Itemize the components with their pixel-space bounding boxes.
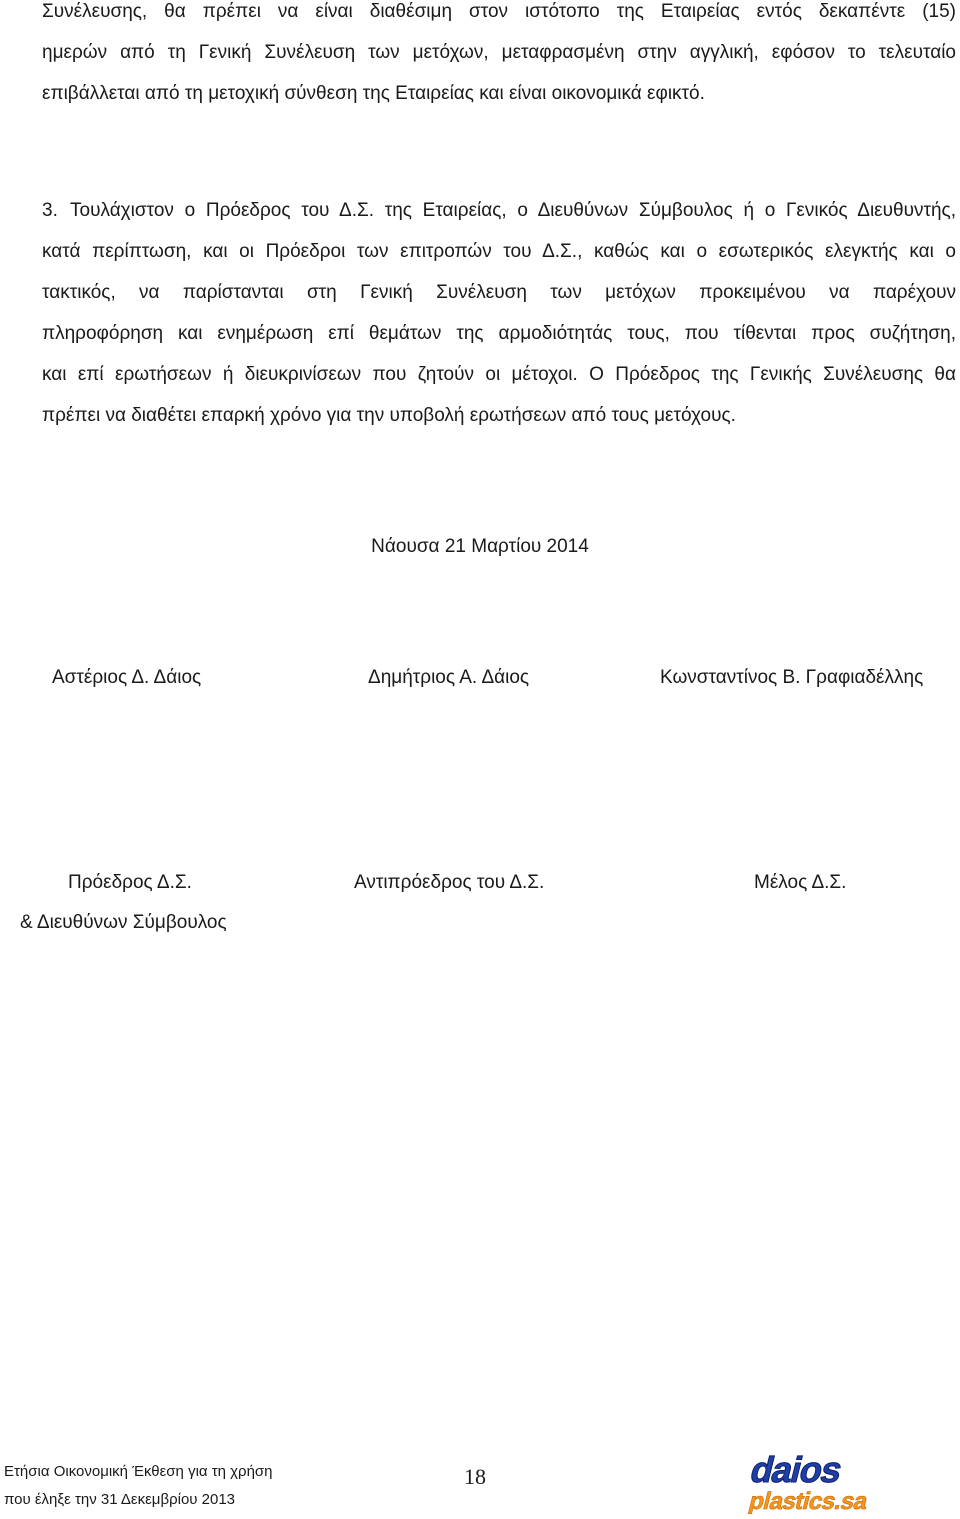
svg-text:plastics.sa: plastics.sa [746,1488,871,1514]
paragraph-line: ημερών από τη Γενική Συνέλευση των μετόχων, μεταφρασμένη στην αγγλική, εφόσον το τελευταίο [42,42,956,63]
signatory-title: Μέλος Δ.Σ. [754,872,847,893]
footer-report-title: Ετήσια Οικονομική Έκθεση για τη χρήση [4,1463,273,1480]
paragraph-line: πληροφόρηση και ενημέρωση επί θεμάτων της αρμοδιότητάς τους, που τίθενται προς συζήτηση, [42,323,956,344]
paragraph-line: πρέπει να διαθέτει επαρκή χρόνο για την υποβολή ερωτήσεων από τους μετόχους. [42,405,736,426]
list-item-number: 3. [42,200,58,221]
signatory-title: Αντιπρόεδρος του Δ.Σ. [354,872,545,893]
svg-text:daios: daios [746,1452,846,1490]
signatory-title: Πρόεδρος Δ.Σ. [68,872,192,893]
paragraph-line: Τουλάχιστον ο Πρόεδρος του Δ.Σ. της Εταιρείας, ο Διευθύνων Σύμβουλος ή ο Γενικός Διευθυντής, [70,200,956,221]
signatory-title-extra: & Διευθύνων Σύμβουλος [20,912,227,933]
paragraph-line: κατά περίπτωση, και οι Πρόεδροι των επιτροπών του Δ.Σ., καθώς και ο εσωτερικός ελεγκτής και ο [42,241,956,262]
footer-report-period: που έληξε την 31 Δεκεμβρίου 2013 [4,1491,236,1508]
paragraph-line: και επί ερωτήσεων ή διευκρινίσεων που ζητούν οι μέτοχοι. Ο Πρόεδρος της Γενικής Συνέλευσης θα [42,364,956,385]
daios-plastics-logo-icon [744,1452,936,1514]
signatory-name: Δημήτριος Α. Δάιος [368,667,530,688]
signatory-name: Κωνσταντίνος Β. Γραφιαδέλλης [660,667,924,688]
page-number: 18 [464,1464,486,1489]
signatory-name: Αστέριος Δ. Δάιος [52,667,202,688]
paragraph-line: επιβάλλεται από τη μετοχική σύνθεση της Εταιρείας και είναι οικονομικά εφικτό. [42,83,705,104]
paragraph-line: τακτικός, να παρίστανται στη Γενική Συνέλευση των μετόχων προκειμένου να παρέχουν [42,282,956,303]
company-logo [744,1452,936,1514]
paragraph-line: Συνέλευσης, θα πρέπει να είναι διαθέσιμη στον ιστότοπο της Εταιρείας εντός δεκαπέντε (15) [42,1,956,22]
place-date: Νάουσα 21 Μαρτίου 2014 [371,536,589,557]
